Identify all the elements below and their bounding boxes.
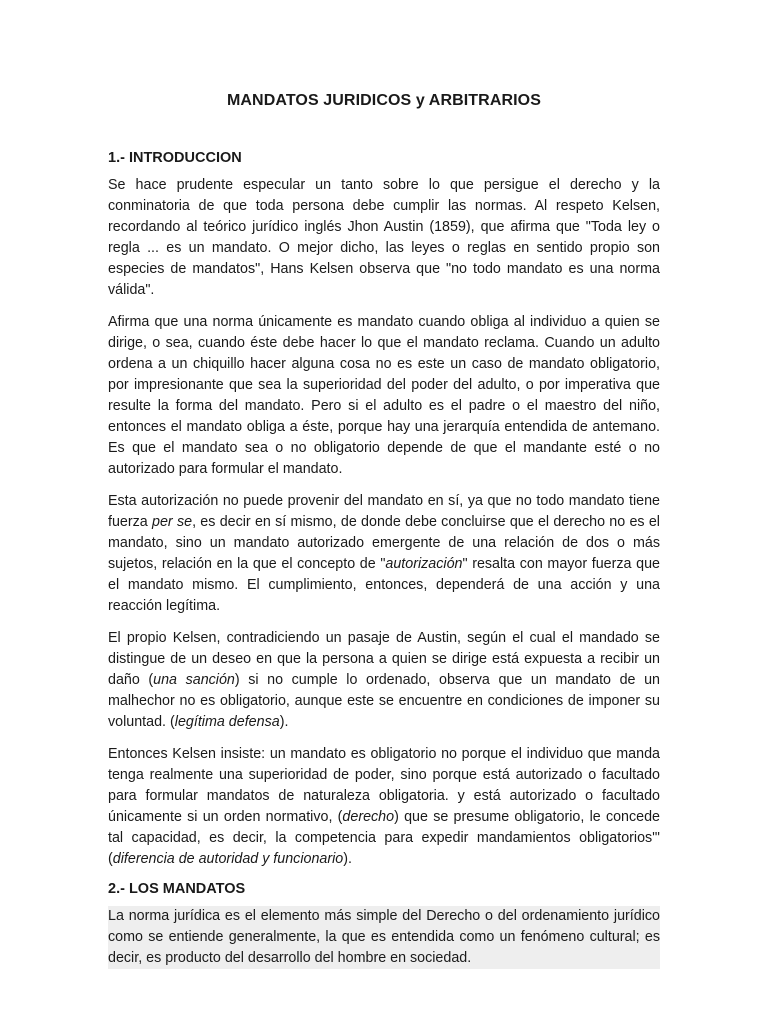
- paragraph: [108, 744, 660, 870]
- paragraph-text: ).: [343, 851, 352, 867]
- paragraph-text: Entonces Kelsen insiste: un mandato es obligatorio no porque el individuo que manda tenga realmente una superioridad de poder, sino porque está autorizado o facultado para formular mandatos de naturaleza obligatoria. y está autorizado o facultado únicamente si un orden normativo, (: [108, 746, 660, 825]
- paragraph: [108, 491, 660, 617]
- section-heading-los-mandatos: 2.- LOS MANDATOS: [108, 881, 246, 897]
- paragraph-text: El propio Kelsen, contradiciendo un pasaje de Austin, según el cual el mandado se distingue de un deseo en que la persona a quien se dirige está expuesta a recibir un daño (: [108, 630, 660, 688]
- document-title: MANDATOS JURIDICOS y ARBITRARIOS: [226, 92, 542, 109]
- paragraph-text: , es decir en sí mismo, de donde debe concluirse que el derecho no es el mandato, sino un mandato autorizado emergente de una relación de dos o más sujetos, relación en la que el concepto de ": [108, 514, 660, 572]
- paragraph-text: La norma jurídica es el elemento más simple del Derecho o del ordenamiento jurídico como se entiende generalmente, la que es entendida como un fenómeno cultural; es decir, es producto del desarrollo del hombre en sociedad.: [108, 908, 660, 966]
- paragraph-text: ) si no cumple lo ordenado, observa que un mandato de un malhechor no es obligatorio, aunque este se encuentre en condiciones de imponer su voluntad. (: [108, 672, 660, 730]
- section-heading-introduccion: 1.- INTRODUCCION: [108, 150, 242, 166]
- paragraph-text: Se hace prudente especular un tanto sobre lo que persigue el derecho y la conminatoria de que toda persona debe cumplir las normas. Al respeto Kelsen, recordando al teórico jurídico inglés Jhon Austin (1859), que afirma que "Toda ley o regla ... es un mandato. O mejor dicho, las leyes o reglas en sentido propio son especies de mandatos", Hans Kelsen observa que "no todo mandato es una norma válida".: [108, 177, 660, 298]
- paragraph: [108, 175, 660, 301]
- paragraph-text: " resalta con mayor fuerza que el mandato mismo. El cumplimiento, entonces, dependerá de una acción y una reacción legítima.: [108, 556, 660, 614]
- italic-text: una sanción: [153, 672, 235, 688]
- paragraph-text: Afirma que una norma únicamente es mandato cuando obliga al individuo a quien se dirige, o sea, cuando éste debe hacer lo que el mandato reclama. Cuando un adulto ordena a un chiquillo hacer alguna cosa no es este un caso de mandato obligatorio, por impresionante que sea la superioridad del poder del adulto, o por imperativa que resulte la forma del mandato. Pero si el adulto es el padre o el maestro del niño, entonces el mandato obliga a éste, porque hay una jerarquía entendida de antemano. Es que el mandato sea o no obligatorio depende de que el mandante esté o no autorizado para formular el mandato.: [108, 314, 660, 477]
- italic-text: derecho: [342, 809, 395, 825]
- paragraph-text: ).: [279, 714, 289, 730]
- italic-text: diferencia de autoridad y funcionario: [112, 851, 344, 867]
- paragraph: [108, 628, 660, 733]
- italic-text: legítima defensa: [174, 714, 280, 730]
- paragraph: [108, 312, 660, 480]
- paragraph-text: ) que se presume obligatorio, le concede tal capacidad, es decir, la competencia para expedir mandamientos obligatorios"' (: [108, 809, 660, 867]
- italic-text: per se: [152, 514, 193, 530]
- italic-text: autorización: [385, 556, 463, 572]
- paragraph-text: Esta autorización no puede provenir del mandato en sí, ya que no todo mandato tiene fuerza: [108, 493, 660, 530]
- paragraph: [108, 906, 660, 969]
